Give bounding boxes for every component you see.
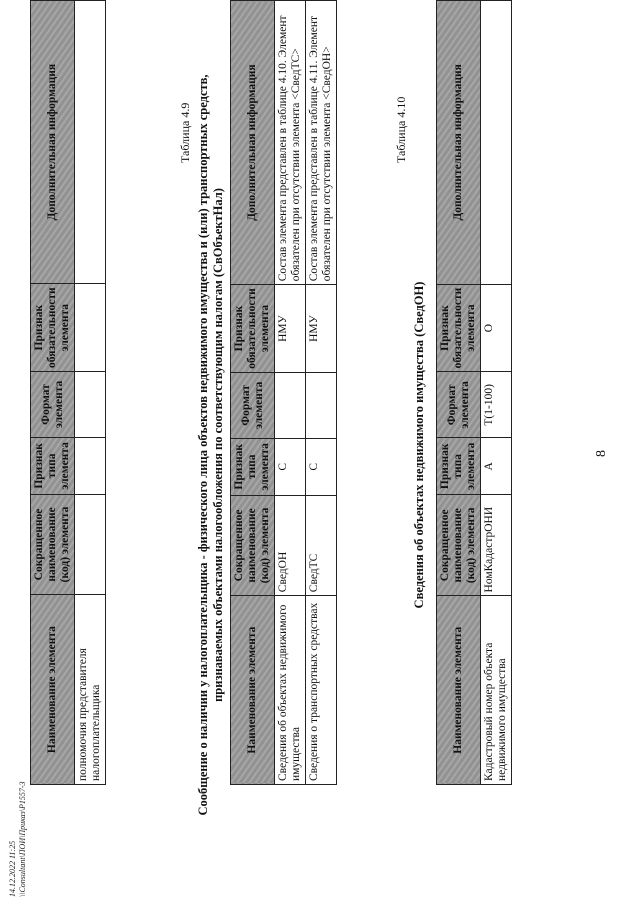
page-footer [8, 781, 28, 897]
header-cell: Дополнительная информация [437, 1, 481, 285]
page-number: 8 [594, 450, 609, 457]
table-cell: С [306, 438, 337, 495]
table-cell [481, 1, 512, 285]
table-4-10 [436, 0, 512, 785]
table-cell: СведОН [275, 495, 306, 596]
table-cell: полномочия представителя налогоплательщика [75, 595, 106, 785]
header-cell: Признак типа элемента [437, 438, 481, 495]
table-title: Сведения об объектах недвижимого имущества (СведОН) [412, 281, 426, 609]
table-cell: Т(1-100) [481, 372, 512, 438]
table-caption: Таблица 4.9 [178, 102, 192, 163]
table-cell [75, 371, 106, 437]
header-cell: Сокращенное наименование (код) элемента [437, 495, 481, 596]
table-caption: Таблица 4.10 [394, 96, 408, 163]
header-cell: Признак обязательности элемента [231, 285, 275, 373]
table-cell [75, 284, 106, 372]
footer-timestamp: 14.12.2022 11:25 [8, 840, 17, 897]
table-cell: А [481, 438, 512, 495]
table-cell: Сведения о транспортных средствах [306, 596, 337, 785]
header-cell: Признак типа элемента [31, 437, 75, 494]
table-cell: С [275, 438, 306, 495]
table-cell: СведТС [306, 495, 337, 596]
footer-path: \\Consultant\ПОИ\Приказ\Р1557-3 [18, 781, 27, 897]
header-cell: Формат элемента [31, 371, 75, 437]
header-cell: Признак обязательности элемента [437, 284, 481, 372]
table-4-9 [230, 0, 337, 785]
table-cell: Сведения об объектах недвижимого имущества [275, 596, 306, 785]
table-row [481, 1, 512, 785]
table-cell: НМУ [275, 285, 306, 373]
header-cell: Формат элемента [231, 372, 275, 438]
header-cell: Дополнительная информация [231, 1, 275, 285]
table-cell [306, 372, 337, 438]
header-cell: Признак типа элемента [231, 438, 275, 495]
header-cell: Наименование элемента [437, 596, 481, 785]
table-row [306, 1, 337, 785]
table-title-line: Сообщение о наличии у налогоплательщика - физического лица объектов недвижимого имущества и (или) транспортных средств, [196, 74, 210, 816]
table-row [275, 1, 306, 785]
table-cell: НМУ [306, 285, 337, 373]
header-cell: Формат элемента [437, 372, 481, 438]
table-cell [275, 372, 306, 438]
header-cell: Дополнительная информация [31, 1, 75, 284]
header-cell: Наименование элемента [231, 596, 275, 785]
table-cell: Состав элемента представлен в таблице 4.11. Элемент обязателен при отсутствии элемента <СведОН> [306, 1, 337, 285]
table-title [196, 55, 226, 835]
table-row [75, 1, 106, 785]
header-cell: Признак обязательности элемента [31, 284, 75, 372]
table-cell [75, 1, 106, 284]
table-cell [75, 494, 106, 594]
table-cell: О [481, 284, 512, 372]
table-title-line: признаваемых объектами налогообложения по соответствующим налогам (СвОбъектНал) [211, 188, 225, 702]
table-cell: Состав элемента представлен в таблице 4.10. Элемент обязателен при отсутствии элемента <СведТС> [275, 1, 306, 285]
header-cell: Наименование элемента [31, 595, 75, 785]
table-cell: НомКадастрОНИ [481, 495, 512, 596]
table-header-row [31, 1, 75, 785]
header-cell: Сокращенное наименование (код) элемента [31, 494, 75, 594]
table-cell: Кадастровый номер объекта недвижимого имущества [481, 596, 512, 785]
table-header-row [231, 1, 275, 785]
table-continuation [30, 0, 106, 785]
table-header-row [437, 1, 481, 785]
table-cell [75, 437, 106, 494]
header-cell: Сокращенное наименование (код) элемента [231, 495, 275, 596]
